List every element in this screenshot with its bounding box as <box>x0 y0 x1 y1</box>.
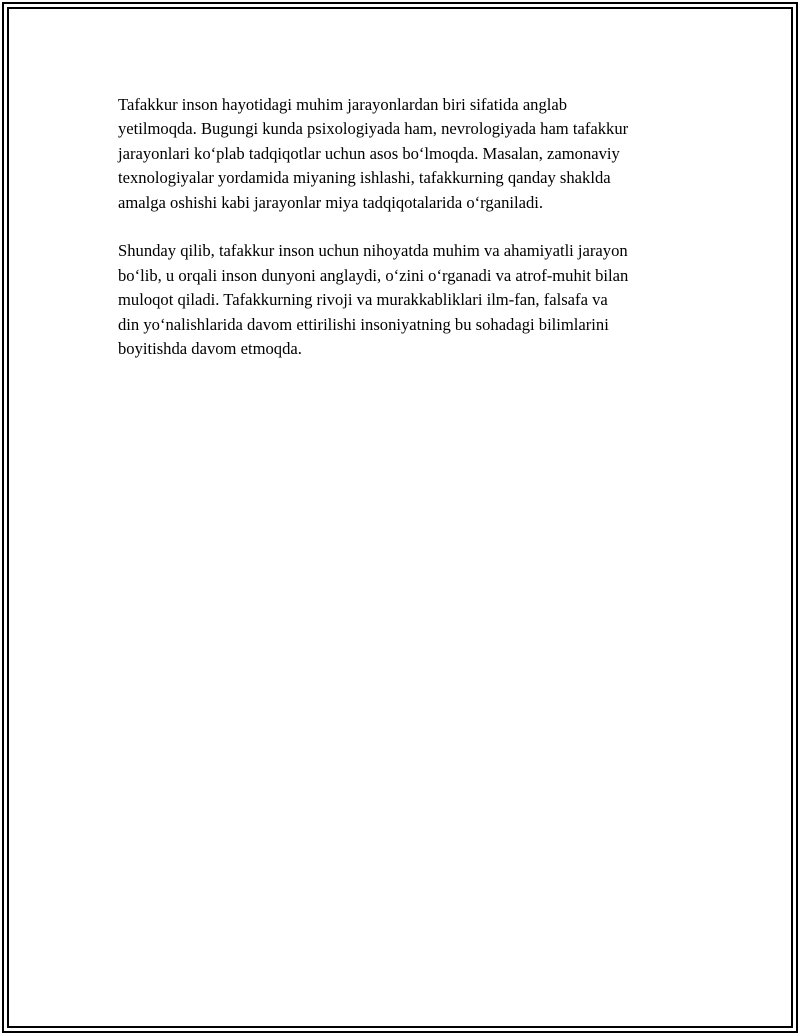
paragraph-1 <box>118 93 698 215</box>
paragraph-2 <box>118 239 698 361</box>
text-line: Shunday qilib, tafakkur inson uchun nihoyatda muhim va ahamiyatli jarayon <box>118 241 628 261</box>
text-line: texnologiyalar yordamida miyaning ishlashi, tafakkurning qanday shaklda <box>118 168 611 188</box>
text-line: Tafakkur inson hayotidagi muhim jarayonlardan biri sifatida anglab <box>118 95 568 114</box>
text-line: yetilmoqda. Bugungi kunda psixologiyada ham, nevrologiyada ham tafakkur <box>118 119 629 139</box>
text-line: jarayonlari ko‘plab tadqiqotlar uchun asos bo‘lmoqda. Masalan, zamonaviy <box>118 143 620 163</box>
text-line: amalga oshishi kabi jarayonlar miya tadqiqotalarida o‘rganiladi. <box>118 192 544 212</box>
text-line: din yo‘nalishlarida davom ettirilishi insoniyatning bu sohadagi bilimlarini <box>118 314 609 334</box>
text-line: muloqot qiladi. Tafakkurning rivoji va murakkabliklari ilm-fan, falsafa va <box>118 290 608 310</box>
document-body <box>118 93 698 386</box>
text-line: boyitishda davom etmoqda. <box>118 339 302 359</box>
text-line: bo‘lib, u orqali inson dunyoni anglaydi, o‘zini o‘rganadi va atrof-muhit bilan <box>118 265 629 285</box>
